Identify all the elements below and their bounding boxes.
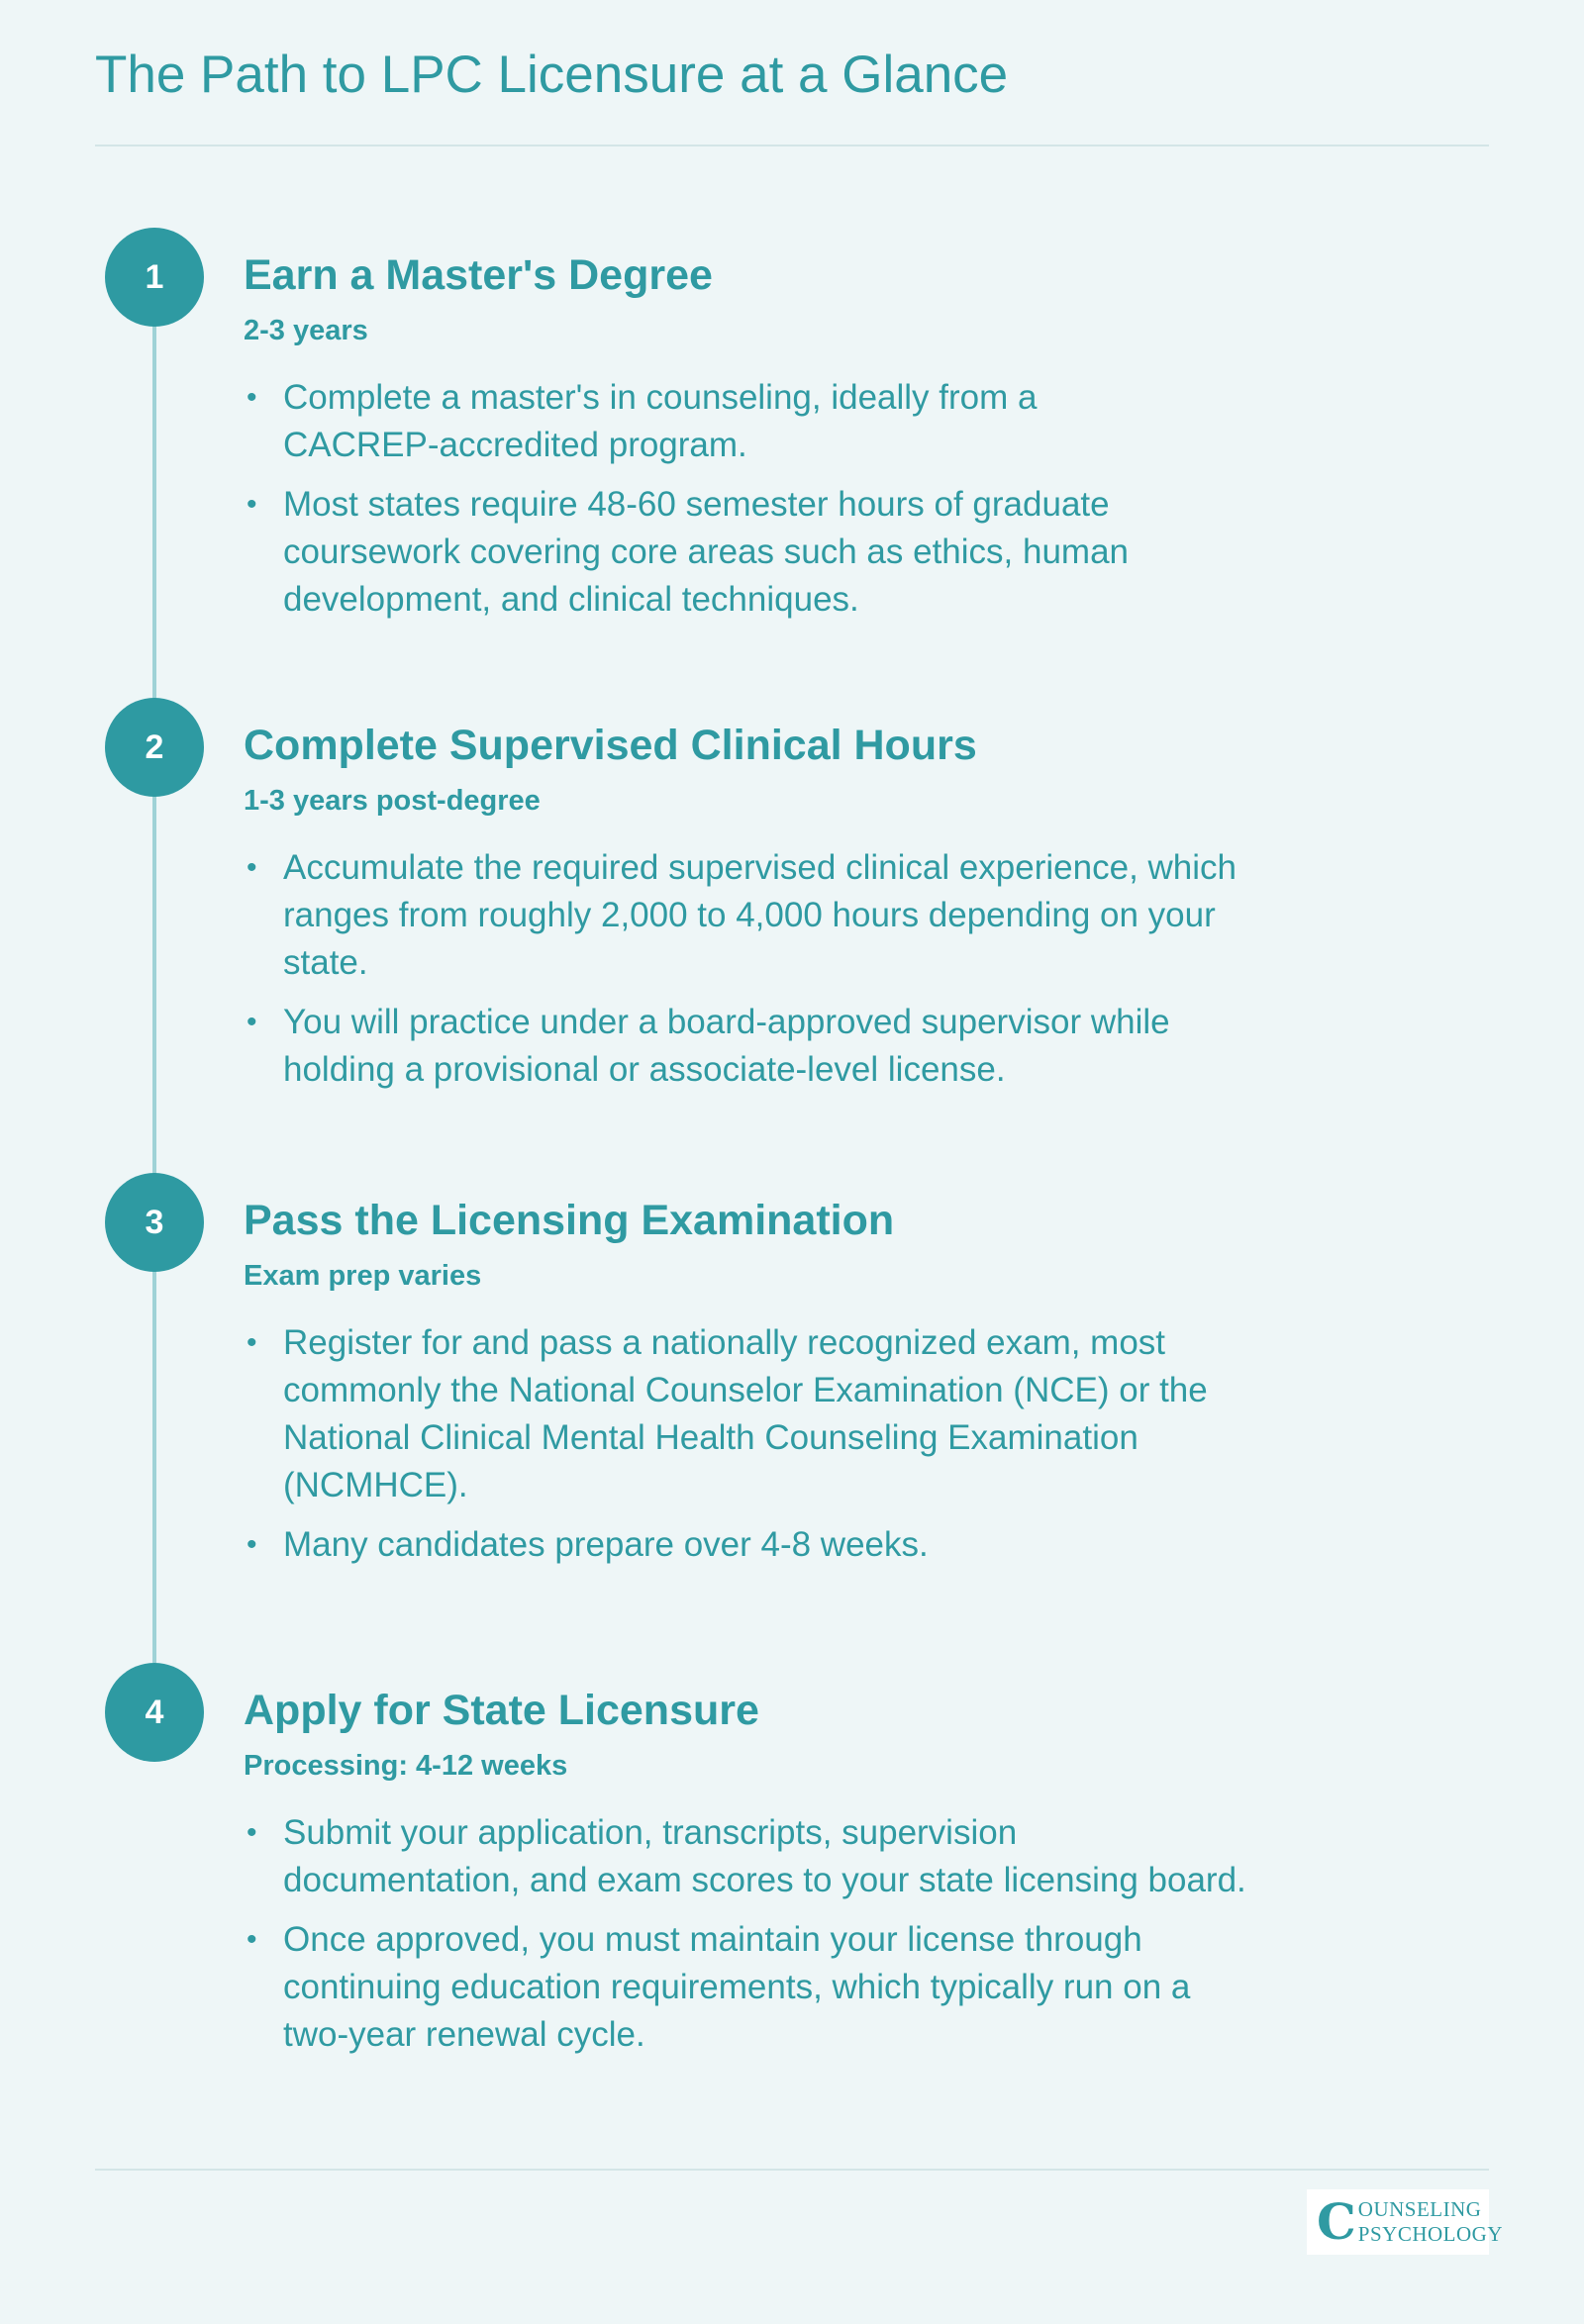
bullet-icon: • [247,851,257,884]
bullet-icon: • [247,1528,257,1561]
step-number-badge: 3 [105,1173,204,1272]
logo-initial: C [1317,2192,1356,2251]
bullet-text: Complete a master's in counseling, ideally from a CACREP-accredited program. [283,378,1038,464]
bullet-icon: • [247,488,257,521]
step-number-badge: 1 [105,228,204,327]
logo-line-2: PSYCHOLOGY [1357,2222,1503,2246]
counseling-psychology-logo [1307,2189,1503,2255]
list-item [244,1319,1303,1509]
header-divider [95,145,1489,146]
step-duration: 1-3 years post-degree [244,785,541,817]
footer-divider [95,2169,1489,2171]
bullet-icon: • [247,1816,257,1849]
bullet-text: Once approved, you must maintain your license through continuing education requirements, which typically run on a two-year renewal cycle. [283,1920,1191,2054]
bullet-text: Most states require 48-60 semester hours of graduate coursework covering core areas such as ethics, human development, and clinical techniques. [283,485,1130,619]
step-number-badge: 4 [105,1663,204,1762]
bullet-text: Accumulate the required supervised clinical experience, which ranges from roughly 2,000 to 4,000 hours depending on your state. [283,848,1237,982]
step-title: Pass the Licensing Examination [244,1197,895,1244]
list-item [244,374,1144,469]
step-number-badge: 2 [105,698,204,797]
logo-line-1: OUNSELING [1357,2197,1482,2221]
bullet-text: Many candidates prepare over 4-8 weeks. [283,1525,929,1564]
timeline-line [152,277,156,1663]
list-item [244,1521,1303,1569]
step-title: Apply for State Licensure [244,1687,759,1734]
bullet-icon: • [247,1326,257,1359]
list-item [244,999,1234,1094]
step-bullet-list [244,844,1333,1106]
step-duration: 2-3 years [244,315,368,346]
step-duration: Processing: 4-12 weeks [244,1750,568,1782]
bullet-text: Submit your application, transcripts, supervision documentation, and exam scores to your state licensing board. [283,1813,1246,1899]
bullet-icon: • [247,1006,257,1038]
bullet-icon: • [247,1923,257,1956]
step-title: Earn a Master's Degree [244,251,713,299]
logo-wordmark [1358,2197,1503,2247]
bullet-icon: • [247,381,257,414]
bullet-text: Register for and pass a nationally recognized exam, most commonly the National Counselor Examination (NCE) or the National Clinical Mental Health Counseling Examination (NCMHCE). [283,1323,1208,1504]
step-duration: Exam prep varies [244,1260,482,1292]
list-item [244,844,1253,987]
step-bullet-list [244,1319,1333,1581]
page-title: The Path to LPC Licensure at a Glance [95,46,1009,104]
step-bullet-list [244,1809,1333,2071]
list-item [244,481,1253,624]
step-title: Complete Supervised Clinical Hours [244,722,977,769]
step-bullet-list [244,374,1333,635]
list-item [244,1809,1253,1904]
list-item [244,1916,1253,2059]
bullet-text: You will practice under a board-approved supervisor while holding a provisional or associate-level license. [283,1003,1170,1089]
